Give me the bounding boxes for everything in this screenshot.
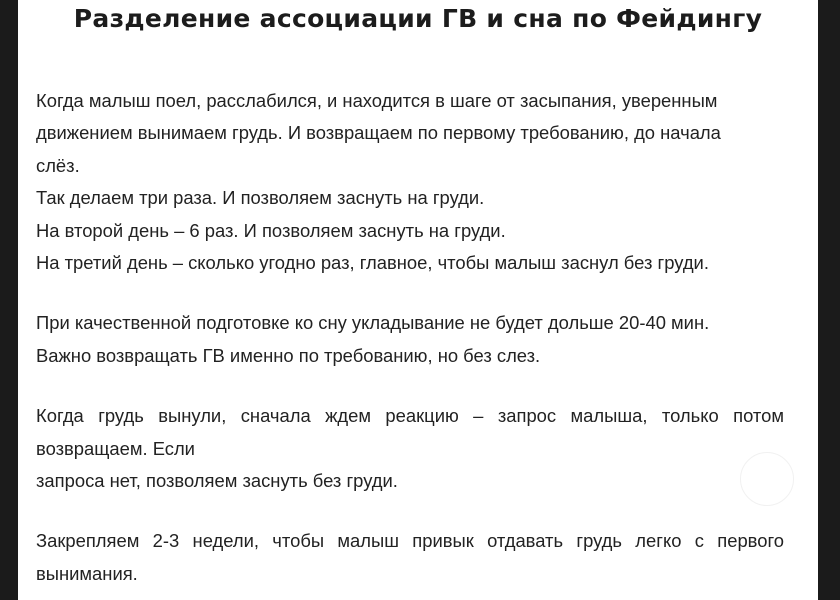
- paragraph-preparation: [36, 307, 784, 372]
- text-line: Когда малыш поел, расслабился, и находится в шаге от засыпания, уверенным: [36, 90, 718, 111]
- text-line: возвращаем. Если: [36, 437, 195, 459]
- document-page: [18, 0, 818, 600]
- paragraph-spacer: [36, 279, 784, 307]
- document-body: [36, 85, 784, 590]
- paragraph-spacer: [36, 372, 784, 400]
- text-line: движением вынимаем грудь. И возвращаем по первому требованию, до начала: [36, 122, 721, 144]
- text-line: запроса нет, позволяем заснуть без груди.: [36, 470, 398, 492]
- text-line: Важно возвращать ГВ именно по требованию, но без слез.: [36, 344, 541, 366]
- text-line: Так делаем три раза. И позволяем заснуть на груди.: [36, 187, 485, 209]
- text-line: Когда грудь вынули, сначала ждем реакцию – запрос малыша, только потом: [36, 405, 784, 427]
- text-line: При качественной подготовке ко сну укладывание не будет дольше 20-40 мин.: [36, 312, 710, 334]
- document-title: Разделение ассоциации ГВ и сна по Фейдингу: [73, 4, 763, 33]
- text-line: вынимания.: [36, 562, 138, 584]
- paragraph-spacer: [36, 497, 784, 525]
- paragraph-feeding-steps: [36, 85, 784, 279]
- paragraph-consolidation: [36, 525, 784, 590]
- faint-circle-mark: [740, 452, 794, 506]
- paragraph-reaction: [36, 400, 784, 497]
- text-line: На третий день – сколько угодно раз, главное, чтобы малыш заснул без груди.: [36, 252, 709, 274]
- text-line: Закрепляем 2-3 недели, чтобы малыш привык отдавать грудь легко с первого: [36, 530, 784, 552]
- text-line: На второй день – 6 раз. И позволяем заснуть на груди.: [36, 219, 506, 241]
- text-line: слёз.: [36, 154, 80, 176]
